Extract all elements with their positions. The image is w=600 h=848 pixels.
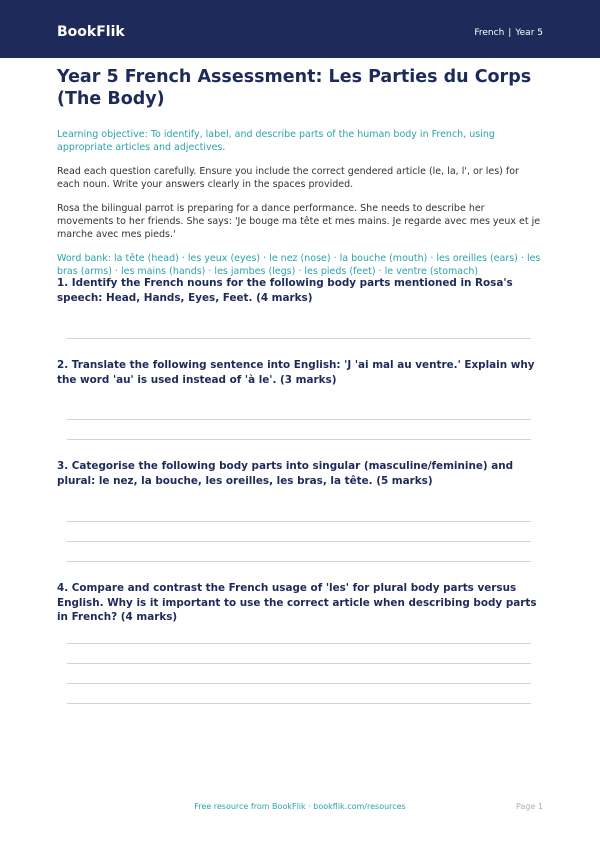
page-title: Year 5 French Assessment: Les Parties du Corps (The Body) — [57, 67, 532, 109]
scenario-text: Rosa the bilingual parrot is preparing for a dance performance. She needs to describe her movements to her friends. She says: 'Je bouge ma tête et mes mains. Je regarde avec mes yeux et je marche avec mes pieds.' — [57, 203, 541, 240]
answer-line[interactable] — [67, 338, 531, 339]
answer-line[interactable] — [67, 521, 531, 522]
question-1-text: 1. Identify the French nouns for the following body parts mentioned in Rosa's speech: Head, Hands, Eyes, Feet. (4 marks) — [57, 277, 513, 304]
answer-line[interactable] — [67, 541, 531, 542]
question-3-text: 3. Categorise the following body parts into singular (masculine/feminine) and plural: le nez, la bouche, les oreilles, les bras, la tête. (5 marks) — [57, 460, 514, 487]
answer-line[interactable] — [67, 683, 531, 684]
page-number: Page 1 — [516, 802, 543, 811]
answer-line[interactable] — [67, 703, 531, 704]
subject-label: French — [474, 28, 505, 38]
question-4-text: 4. Compare and contrast the French usage of 'les' for plural body parts versus English. Why is it important to use the correct article when describing body parts in French? (4 marks) — [57, 582, 537, 623]
subject-year-label — [474, 27, 543, 39]
brand-logo: BookFlik — [57, 24, 125, 40]
question-2-text: 2. Translate the following sentence into English: 'J 'ai mal au ventre.' Explain why the word 'au' is used instead of 'à le'. (3 marks) — [57, 359, 535, 386]
answer-line[interactable] — [67, 561, 531, 562]
footer-resource-link[interactable]: Free resource from BookFlik · bookflik.com/resources — [194, 802, 406, 811]
learning-objective: Learning objective: To identify, label, and describe parts of the human body in French, using appropriate articles and adjectives. — [57, 129, 495, 153]
instructions-text: Read each question carefully. Ensure you include the correct gendered article (le, la, l', or les) for each noun. Write your answers clearly in the spaces provided. — [57, 166, 519, 190]
word-bank: Word bank: la tête (head) · les yeux (eyes) · le nez (nose) · la bouche (mouth) · les oreilles (ears) · les bras (arms) · les mains (hands) · les jambes (legs) · les pieds (feet) · le ventre (stomach) — [57, 253, 541, 277]
question-1 — [57, 276, 543, 305]
question-4 — [57, 581, 543, 625]
intro-section — [57, 66, 543, 278]
answer-line[interactable] — [67, 663, 531, 664]
header-bar — [0, 0, 600, 58]
answer-line[interactable] — [67, 419, 531, 420]
question-3 — [57, 459, 543, 488]
answer-line[interactable] — [67, 643, 531, 644]
answer-line[interactable] — [67, 439, 531, 440]
header-separator: | — [508, 28, 512, 38]
year-label: Year 5 — [515, 28, 543, 38]
question-2 — [57, 358, 543, 387]
